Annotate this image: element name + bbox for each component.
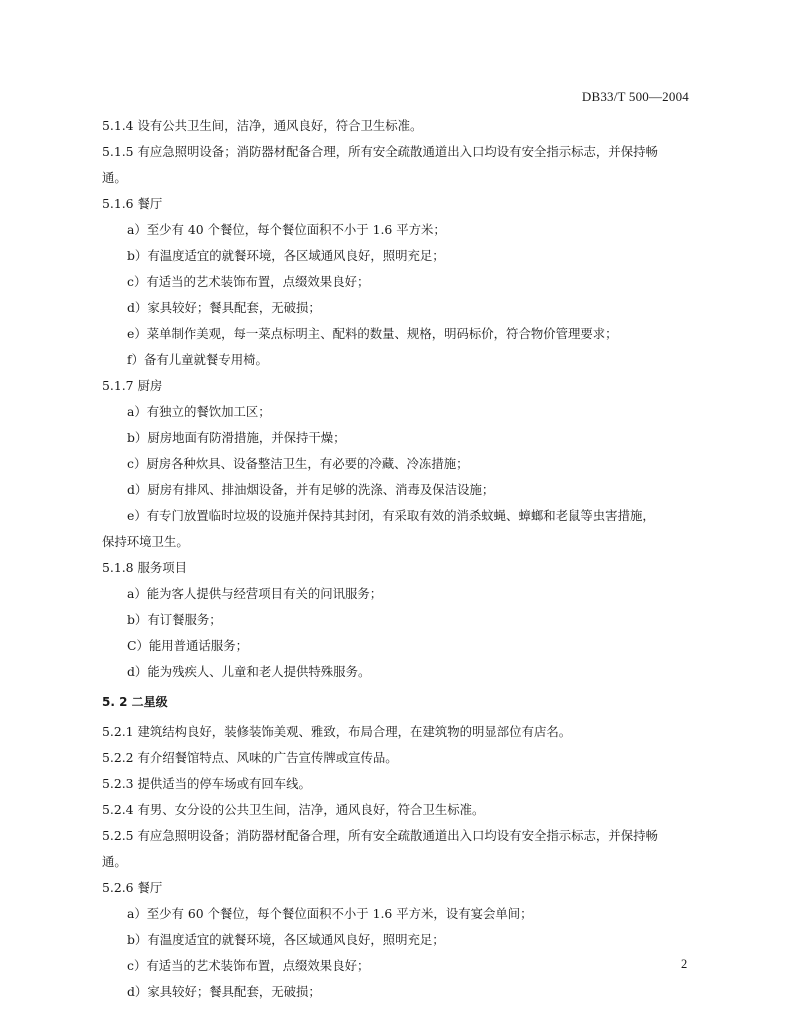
document-body	[102, 113, 690, 1005]
text-line: 通。	[102, 170, 127, 185]
text-line: 5.1.4 设有公共卫生间，洁净，通风良好，符合卫生标准。	[102, 118, 423, 133]
text-line: 5.1.8 服务项目	[102, 560, 188, 575]
page-number: 2	[681, 957, 688, 971]
text-line: c）有适当的艺术装饰布置，点缀效果良好；	[127, 274, 370, 289]
text-line: 5.2.1 建筑结构良好，装修装饰美观、雅致，布局合理，在建筑物的明显部位有店名。	[102, 724, 572, 739]
text-line: 5.1.7 厨房	[102, 378, 163, 393]
text-line: a）能为客人提供与经营项目有关的问讯服务；	[127, 586, 383, 601]
text-line: 通。	[102, 854, 127, 869]
text-line: 保持环境卫生。	[102, 534, 189, 549]
text-line: b）有订餐服务；	[127, 612, 222, 627]
text-line: a）至少有 40 个餐位，每个餐位面积不小于 1.6 平方米；	[127, 222, 446, 237]
text-line: c）有适当的艺术装饰布置，点缀效果良好；	[127, 958, 370, 973]
text-line: C）能用普通话服务；	[127, 638, 248, 653]
text-line: a）至少有 60 个餐位，每个餐位面积不小于 1.6 平方米，设有宴会单间；	[127, 906, 533, 921]
text-line: 5.2.4 有男、女分设的公共卫生间，洁净，通风良好，符合卫生标准。	[102, 802, 485, 817]
text-line: d）家具较好；餐具配套，无破损；	[127, 300, 321, 315]
text-line: 5.1.5 有应急照明设备；消防器材配备合理，所有安全疏散通道出入口均设有安全指示标志，并保持畅	[102, 144, 658, 159]
text-line: 5.2.6 餐厅	[102, 880, 163, 895]
text-line: e）菜单制作美观，每一菜点标明主、配料的数量、规格，明码标价，符合物价管理要求；	[127, 326, 618, 341]
text-line: 5.2.5 有应急照明设备；消防器材配备合理，所有安全疏散通道出入口均设有安全指示标志，并保持畅	[102, 828, 658, 843]
text-line: f）备有儿童就餐专用椅。	[127, 352, 268, 367]
text-line: b）厨房地面有防滑措施，并保持干燥；	[127, 430, 346, 445]
text-line: a）有独立的餐饮加工区；	[127, 404, 271, 419]
text-line: c）厨房各种炊具、设备整洁卫生，有必要的冷藏、冷冻措施；	[127, 456, 469, 471]
document-code: DB33/T 500—2004	[581, 89, 689, 104]
text-line: d）能为残疾人、儿童和老人提供特殊服务。	[127, 664, 371, 679]
text-line: e）有专门放置临时垃圾的设施并保持其封闭，有采取有效的消杀蚊蝇、蟑螂和老鼠等虫害措施，	[127, 508, 655, 523]
text-line: d）厨房有排风、排油烟设备，并有足够的洗涤、消毒及保洁设施；	[127, 482, 495, 497]
text-line: d）家具较好；餐具配套，无破损；	[127, 984, 321, 999]
text-line: 5.1.6 餐厅	[102, 196, 163, 211]
text-line: 5.2.2 有介绍餐馆特点、风味的广告宣传牌或宣传品。	[102, 750, 398, 765]
section-heading: 5. 2 二星级	[102, 695, 168, 709]
text-line: b）有温度适宜的就餐环境，各区域通风良好，照明充足；	[127, 248, 445, 263]
text-line: 5.2.3 提供适当的停车场或有回车线。	[102, 776, 311, 791]
text-line: b）有温度适宜的就餐环境，各区域通风良好，照明充足；	[127, 932, 445, 947]
